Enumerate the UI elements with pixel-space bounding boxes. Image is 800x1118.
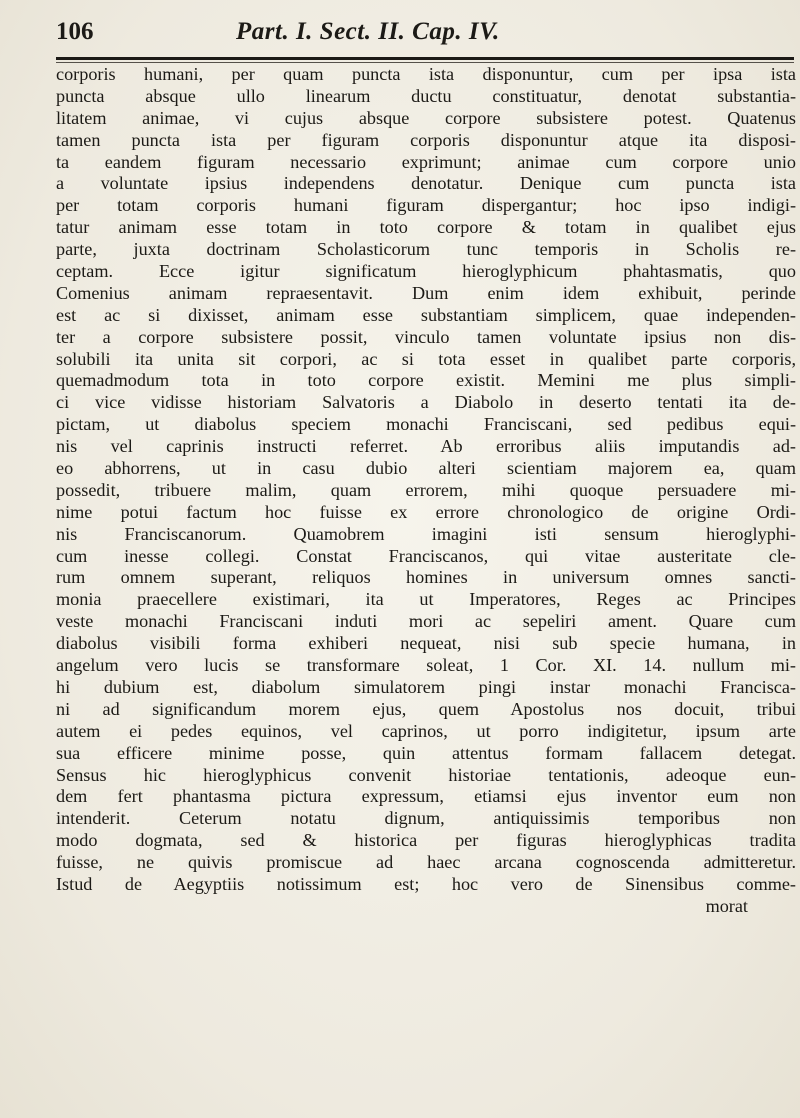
text-line: Istud de Aegyptiis notissimum est; hoc vero de Sinensibus comme-	[56, 873, 796, 894]
text-line: autem ei pedes equinos, vel caprinos, ut porro indigitetur, ipsum arte	[56, 720, 796, 741]
text-line: pictam, ut diabolus speciem monachi Franciscani, sed pedibus equi-	[56, 414, 796, 435]
text-line: veste monachi Franciscani induti mori ac sepeliri ament. Quare cum	[56, 611, 796, 632]
text-line: puncta absque ullo linearum ductu constituatur, denotat substantia-	[56, 85, 796, 106]
text-line: litatem animae, vi cujus absque corpore subsistere potest. Quatenus	[56, 107, 796, 128]
text-line: sua efficere minime posse, quin attentus formam fallacem detegat.	[56, 742, 796, 763]
text-line: modo dogmata, sed & historica per figuras hieroglyphicas tradita	[56, 830, 796, 851]
text-line: angelum vero lucis se transformare soleat, 1 Cor. XI. 14. nullum mi-	[56, 655, 796, 676]
text-line: nime potui factum hoc fuisse ex errore chronologico de origine Ordi-	[56, 501, 796, 522]
text-line: rum omnem superant, reliquos homines in universum omnes sancti-	[56, 567, 796, 588]
text-line: ni ad significandum morem ejus, quem Apostolus nos docuit, tribui	[56, 698, 796, 719]
text-line: a voluntate ipsius independens denotatur. Denique cum puncta ista	[56, 173, 796, 194]
header-rule	[56, 57, 794, 60]
text-line: possedit, tribuere malim, quam errorem, mihi quoque persuadere mi-	[56, 479, 796, 500]
text-line: ta eandem figuram necessario exprimunt; animae cum corpore unio	[56, 151, 796, 172]
running-head: Part. I. Sect. II. Cap. IV.	[236, 18, 500, 45]
text-line: quemadmodum tota in toto corpore existit. Memini me plus simpli-	[56, 370, 796, 391]
page-header	[56, 18, 796, 58]
body-text	[56, 64, 796, 918]
text-line: hi dubium est, diabolum simulatorem pingi instar monachi Francisca-	[56, 676, 796, 697]
text-line: ci vice vidisse historiam Salvatoris a Diabolo in deserto tentati ita de-	[56, 392, 796, 413]
text-line: per totam corporis humani figuram dispergantur; hoc ipso indigi-	[56, 195, 796, 216]
text-line: cum inesse collegi. Constat Franciscanos, qui vitae austeritate cle-	[56, 545, 796, 566]
text-line: eo abhorrens, ut in casu dubio alteri scientiam majorem ea, quam	[56, 458, 796, 479]
text-line: tamen puncta ista per figuram corporis disponuntur atque ita disposi-	[56, 129, 796, 150]
page-number: 106	[56, 18, 94, 45]
text-line: intenderit. Ceterum notatu dignum, antiquissimis temporibus non	[56, 808, 796, 829]
text-line: fuisse, ne quivis promiscue ad haec arcana cognoscenda admitteretur.	[56, 852, 796, 873]
text-line: diabolus visibili forma exhiberi nequeat, nisi sub specie humana, in	[56, 633, 796, 654]
catchword: morat	[705, 895, 748, 916]
text-line: nis Franciscanorum. Quamobrem imagini isti sensum hieroglyphi-	[56, 523, 796, 544]
text-line: monia praecellere existimari, ita ut Imperatores, Reges ac Principes	[56, 589, 796, 610]
text-line: tatur animam esse totam in toto corpore & totam in qualibet ejus	[56, 217, 796, 238]
text-line: ceptam. Ecce igitur significatum hieroglyphicum phahtasmatis, quo	[56, 261, 796, 282]
text-line: parte, juxta doctrinam Scholasticorum tunc temporis in Scholis re-	[56, 239, 796, 260]
header-rule-thin	[56, 62, 794, 63]
text-line: Sensus hic hieroglyphicus convenit historiae tentationis, adeoque eun-	[56, 764, 796, 785]
text-line: ter a corpore subsistere possit, vinculo tamen voluntate ipsius non dis-	[56, 326, 796, 347]
text-line: est ac si dixisset, animam esse substantiam simplicem, quae independen-	[56, 304, 796, 325]
text-line: solubili ita unita sit corpori, ac si tota esset in qualibet parte corporis,	[56, 348, 796, 369]
text-line: Comenius animam repraesentavit. Dum enim idem exhibuit, perinde	[56, 282, 796, 303]
text-line: corporis humani, per quam puncta ista disponuntur, cum per ipsa ista	[56, 64, 796, 84]
text-line: dem fert phantasma pictura expressum, etiamsi ejus inventor eum non	[56, 786, 796, 807]
text-line: nis vel caprinis instructi referret. Ab erroribus aliis imputandis ad-	[56, 436, 796, 457]
